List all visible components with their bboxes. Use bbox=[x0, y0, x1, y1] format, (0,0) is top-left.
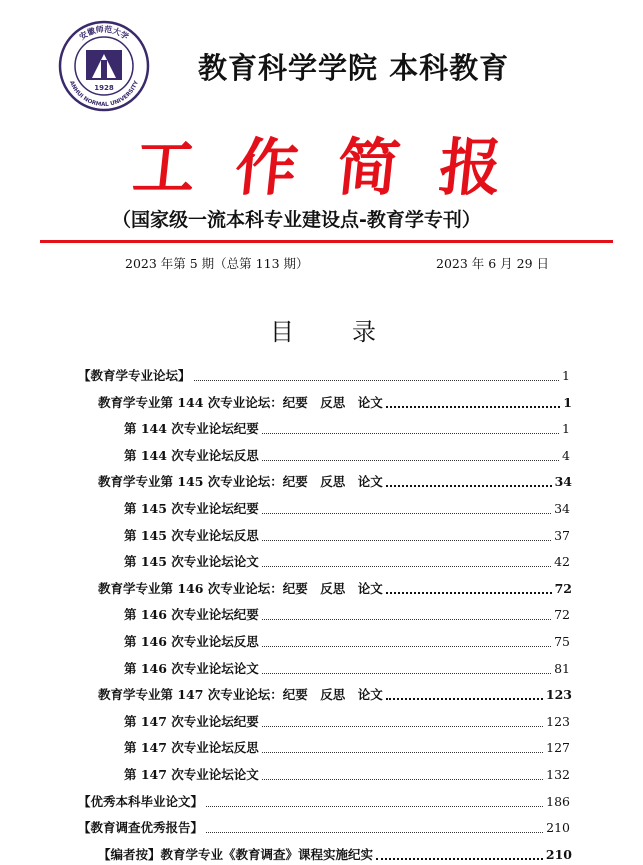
toc-dot-leader bbox=[262, 672, 551, 674]
toc-dot-leader bbox=[262, 459, 559, 461]
toc-dot-leader bbox=[262, 645, 551, 647]
toc-entry[interactable] bbox=[78, 790, 570, 810]
toc-dot-leader bbox=[262, 539, 551, 541]
toc-dot-leader bbox=[206, 831, 543, 833]
toc-entry[interactable] bbox=[98, 577, 572, 597]
toc-entry-page: 1 bbox=[562, 421, 570, 437]
toc-entry-page: 42 bbox=[554, 554, 570, 570]
toc-entry[interactable] bbox=[98, 391, 572, 411]
toc-dot-leader bbox=[386, 697, 543, 700]
toc-entry[interactable] bbox=[124, 630, 570, 650]
toc-entry-title: 第 146 次专业论坛纪要 bbox=[124, 607, 259, 623]
toc-entry-page: 72 bbox=[554, 580, 572, 596]
toc-dot-leader bbox=[262, 751, 543, 753]
toc-entry[interactable] bbox=[124, 444, 570, 464]
toc-heading: 目录 bbox=[270, 318, 434, 346]
toc-entry[interactable] bbox=[124, 417, 570, 437]
toc-entry-page: 132 bbox=[546, 767, 570, 782]
toc-entry-page: 210 bbox=[546, 820, 570, 836]
logo-year: 1928 bbox=[94, 84, 114, 92]
toc-dot-leader bbox=[386, 405, 560, 408]
university-logo bbox=[58, 20, 150, 112]
toc-entry-title: 第 147 次专业论坛纪要 bbox=[124, 713, 259, 729]
toc-entry-page: 210 bbox=[545, 846, 572, 862]
toc-entry-page: 37 bbox=[554, 527, 570, 543]
toc-entry-title: 第 146 次专业论坛反思 bbox=[124, 634, 259, 649]
toc-entry-title: 【优秀本科毕业论文】 bbox=[78, 793, 204, 809]
toc-entry-page: 34 bbox=[554, 501, 570, 516]
issue-number: 2023 年第 5 期（总第 113 期） bbox=[125, 256, 309, 271]
toc-entry-title: 【教育学专业论坛】 bbox=[78, 368, 191, 383]
toc-entry-page: 186 bbox=[546, 793, 570, 809]
toc-dot-leader bbox=[262, 565, 551, 567]
toc-entry-title: 第 144 次专业论坛反思 bbox=[124, 447, 259, 463]
header-rule bbox=[40, 240, 613, 243]
newsletter-subtitle: （国家级一流本科专业建设点-教育学专刊） bbox=[112, 209, 481, 231]
toc-entry[interactable] bbox=[78, 816, 570, 836]
toc-entry[interactable] bbox=[124, 497, 570, 517]
toc-dot-leader bbox=[386, 484, 552, 487]
toc-dot-leader bbox=[194, 379, 560, 381]
toc-entry-title: 【编者按】教育学专业《教育调查》课程实施纪实 bbox=[98, 846, 374, 862]
toc-entry[interactable] bbox=[98, 843, 572, 863]
toc-dot-leader bbox=[376, 857, 543, 860]
toc-entry[interactable] bbox=[124, 603, 570, 623]
toc-dot-leader bbox=[262, 778, 543, 780]
logo-ring-text-bottom: ANHUI NORMAL UNIVERSITY bbox=[68, 80, 140, 109]
toc-entry[interactable] bbox=[98, 683, 572, 703]
toc-entry[interactable] bbox=[124, 710, 570, 730]
masthead: 教育科学学院 本科教育 bbox=[198, 51, 510, 85]
toc-dot-leader bbox=[262, 618, 551, 620]
toc-entry-title: 第 147 次专业论坛反思 bbox=[124, 740, 259, 756]
toc-dot-leader bbox=[386, 591, 552, 594]
toc-entry-title: 第 145 次专业论坛反思 bbox=[124, 527, 259, 543]
toc-entry-title: 教育学专业第 146 次专业论坛：纪要 反思 论文 bbox=[98, 580, 383, 596]
toc-dot-leader bbox=[262, 512, 551, 514]
toc-entry[interactable] bbox=[124, 524, 570, 544]
toc-entry[interactable] bbox=[124, 550, 570, 570]
toc-entry-page: 123 bbox=[546, 713, 570, 729]
toc-entry-title: 第 146 次专业论坛论文 bbox=[124, 660, 259, 676]
toc-entry-title: 第 144 次专业论坛纪要 bbox=[124, 421, 259, 437]
toc-entry-page: 123 bbox=[545, 687, 572, 703]
toc-entry[interactable] bbox=[98, 470, 572, 490]
toc-dot-leader bbox=[206, 805, 543, 807]
toc-entry-page: 34 bbox=[554, 474, 572, 490]
toc-entry[interactable] bbox=[124, 763, 570, 783]
toc-entry-title: 第 147 次专业论坛论文 bbox=[124, 767, 259, 782]
toc-entry-title: 教育学专业第 147 次专业论坛：纪要 反思 论文 bbox=[98, 687, 383, 703]
toc-dot-leader bbox=[262, 432, 559, 434]
toc-entry[interactable] bbox=[124, 657, 570, 677]
toc-entry-page: 1 bbox=[563, 394, 572, 410]
toc-dot-leader bbox=[262, 725, 543, 727]
toc-entry[interactable] bbox=[124, 736, 570, 756]
newsletter-title: 工作简报 bbox=[129, 131, 546, 204]
toc-entry-title: 第 145 次专业论坛纪要 bbox=[124, 501, 259, 516]
toc-entry-page: 4 bbox=[562, 447, 570, 463]
toc-entry-title: 教育学专业第 144 次专业论坛：纪要 反思 论文 bbox=[98, 394, 383, 410]
toc-entry-page: 75 bbox=[554, 634, 570, 649]
toc-entry-title: 【教育调查优秀报告】 bbox=[78, 820, 204, 836]
toc-entry-page: 127 bbox=[546, 740, 570, 756]
issue-date: 2023 年 6 月 29 日 bbox=[436, 256, 550, 271]
toc-entry-title: 教育学专业第 145 次专业论坛：纪要 反思 论文 bbox=[98, 474, 383, 490]
toc-entry[interactable] bbox=[78, 364, 570, 384]
toc-entry-page: 72 bbox=[554, 607, 570, 623]
logo-ring-text-top: 安徽师范大学 bbox=[77, 23, 131, 42]
toc-entry-page: 1 bbox=[562, 368, 570, 383]
toc-entry-title: 第 145 次专业论坛论文 bbox=[124, 554, 259, 570]
toc-entry-page: 81 bbox=[554, 660, 570, 676]
